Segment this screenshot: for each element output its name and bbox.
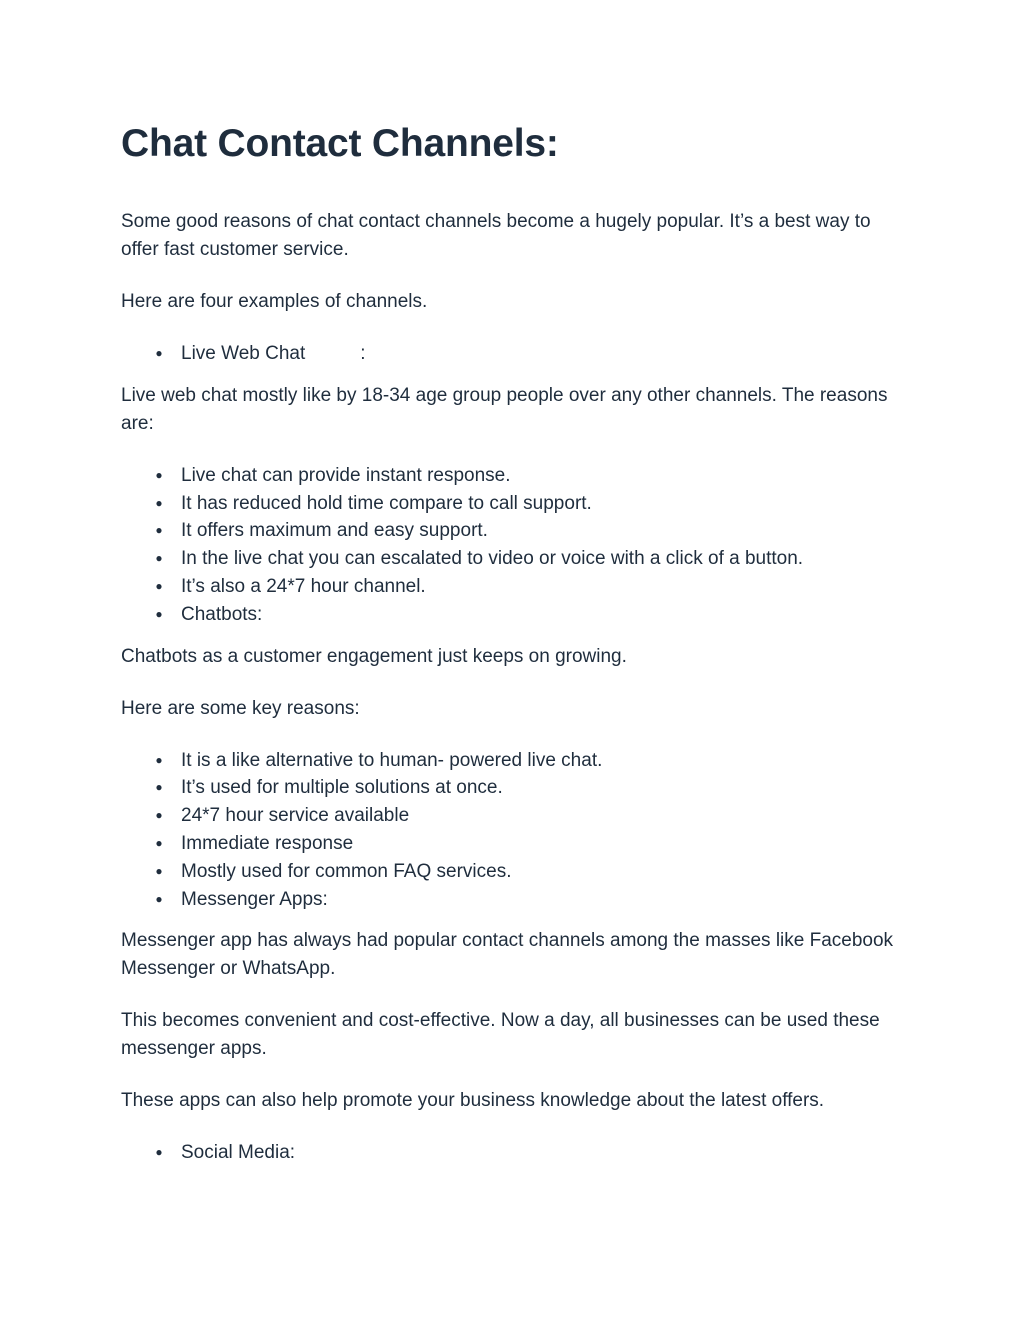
list-item-text: Immediate response [181, 832, 354, 854]
bullet-icon: ● [155, 523, 163, 538]
live-web-chat-description: Live web chat mostly like by 18-34 age group people over any other channels. The reasons are: [121, 384, 888, 434]
bullet-icon: ● [155, 467, 163, 482]
bullet-icon: ● [155, 863, 163, 878]
bullet-icon: ● [155, 495, 163, 510]
list-item-text: It is a like alternative to human- powered live chat. [181, 749, 603, 771]
list-item [121, 462, 901, 490]
bullet-icon: ● [155, 891, 163, 906]
list-item [121, 747, 901, 775]
list-item [121, 858, 901, 886]
list-item-text: It has reduced hold time compare to call support. [181, 492, 592, 514]
list-item [121, 830, 901, 858]
live-web-chat-heading-list [121, 340, 901, 368]
list-item [121, 601, 901, 629]
chatbots-reasons-intro: Here are some key reasons: [121, 697, 360, 719]
list-item [121, 802, 901, 830]
list-item-text: In the live chat you can escalated to video or voice with a click of a button. [181, 548, 804, 570]
list-item [121, 340, 901, 368]
list-item [121, 545, 901, 573]
page-title: Chat Contact Channels: [121, 122, 559, 165]
list-item-text: 24*7 hour service available [181, 805, 410, 827]
social-media-heading: Social Media: [181, 1142, 296, 1164]
list-item-text: Live chat can provide instant response. [181, 464, 511, 486]
list-item-text: It’s used for multiple solutions at once. [181, 777, 503, 799]
list-item-text: It’s also a 24*7 hour channel. [181, 575, 426, 597]
list-item-text: It offers maximum and easy support. [181, 520, 488, 542]
messenger-apps-heading: Messenger Apps: [181, 888, 328, 910]
bullet-icon: ● [155, 346, 163, 360]
bullet-icon: ● [155, 780, 163, 795]
document-page [121, 118, 901, 1167]
list-item [121, 517, 901, 545]
bullet-icon: ● [155, 808, 163, 823]
messenger-apps-paragraph: This becomes convenient and cost-effective. Now a day, all businesses can be used these messenger apps. [121, 1010, 880, 1060]
bullet-icon: ● [155, 1145, 163, 1160]
bullet-icon: ● [155, 835, 163, 850]
bullet-icon: ● [155, 606, 163, 621]
messenger-apps-paragraph: Messenger app has always had popular contact channels among the masses like Facebook Messenger or WhatsApp. [121, 930, 894, 980]
messenger-apps-paragraph: These apps can also help promote your business knowledge about the latest offers. [121, 1090, 825, 1112]
list-item [121, 573, 901, 601]
list-item [121, 490, 901, 518]
bullet-icon: ● [155, 551, 163, 566]
chatbots-description: Chatbots as a customer engagement just keeps on growing. [121, 645, 627, 667]
list-item [121, 1139, 901, 1167]
list-item [121, 774, 901, 802]
examples-intro-paragraph: Here are four examples of channels. [121, 291, 428, 312]
chatbots-heading: Chatbots: [181, 603, 263, 625]
chatbots-reasons-list [121, 747, 901, 914]
social-media-heading-list [121, 1139, 901, 1167]
live-web-chat-heading: Live Web Chat [181, 343, 306, 364]
bullet-icon: ● [155, 752, 163, 767]
live-web-chat-heading-colon: : [360, 343, 366, 364]
list-item-text: Mostly used for common FAQ services. [181, 860, 512, 882]
intro-paragraph: Some good reasons of chat contact channels become a hugely popular. It’s a best way to offer fast customer service. [121, 211, 871, 260]
bullet-icon: ● [155, 578, 163, 593]
list-item [121, 886, 901, 914]
live-web-chat-reasons-list [121, 462, 901, 629]
